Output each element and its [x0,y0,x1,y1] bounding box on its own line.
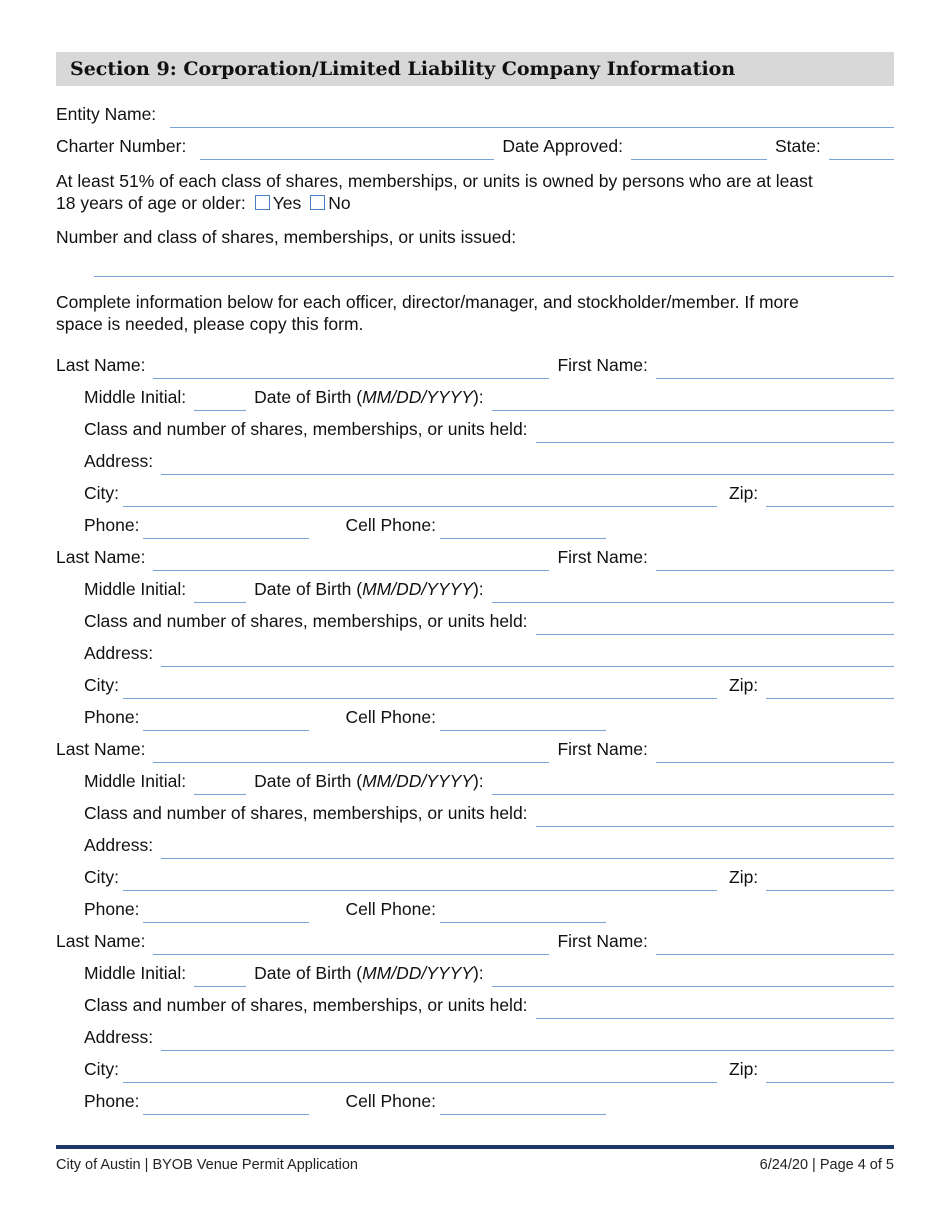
dob-format: MM/DD/YYYY [362,387,473,407]
person-block [56,347,894,539]
charter-number-field[interactable] [200,138,494,160]
middle-initial-label: Middle Initial: [84,771,187,791]
address-field[interactable] [161,837,894,859]
dob-format: MM/DD/YYYY [362,771,473,791]
city-label: City: [84,867,119,887]
ownership-text-line1: At least 51% of each class of shares, memberships, or units is owned by persons who are at least [56,171,813,191]
person-block [56,731,894,923]
middle-initial-label: Middle Initial: [84,963,187,983]
phone-label: Phone: [84,515,140,535]
form-page [56,52,894,1115]
yes-label: Yes [272,193,302,213]
dob-label [254,579,484,603]
cell-phone-label: Cell Phone: [345,515,436,535]
address-label: Address: [84,451,154,471]
dob-field[interactable] [492,389,894,411]
shares-issued-field[interactable] [94,262,894,277]
city-field[interactable] [123,677,717,699]
shares-held-row [56,603,894,635]
address-field[interactable] [161,645,894,667]
first-name-label: First Name: [557,355,648,375]
dob-field[interactable] [492,965,894,987]
dob-label [254,771,484,795]
phone-field[interactable] [143,709,309,731]
first-name-field[interactable] [656,741,894,763]
cell-phone-field[interactable] [440,1093,606,1115]
phone-row [56,891,894,923]
middle-initial-field[interactable] [194,389,246,411]
page-footer [56,1145,894,1173]
city-field[interactable] [123,485,717,507]
dob-prefix: Date of Birth ( [254,579,363,599]
address-row [56,827,894,859]
last-name-label: Last Name: [56,931,146,951]
first-name-label: First Name: [557,739,648,759]
name-row [56,923,894,955]
yes-checkbox[interactable] [255,195,270,210]
address-label: Address: [84,643,154,663]
entity-name-field[interactable] [170,106,894,128]
middle-initial-field[interactable] [194,773,246,795]
city-zip-row [56,1051,894,1083]
first-name-field[interactable] [656,933,894,955]
middle-initial-label: Middle Initial: [84,579,187,599]
person-block [56,923,894,1115]
entity-name-row [56,102,894,128]
footer-left: City of Austin | BYOB Venue Permit Application [56,1157,358,1173]
last-name-label: Last Name: [56,739,146,759]
shares-held-label: Class and number of shares, memberships, or units held: [84,611,528,631]
phone-row [56,1083,894,1115]
date-approved-label: Date Approved: [502,136,623,156]
shares-held-row [56,987,894,1019]
date-approved-field[interactable] [631,138,767,160]
address-field[interactable] [161,453,894,475]
phone-label: Phone: [84,707,140,727]
ownership-text-line2-row [56,192,894,214]
dob-suffix: ): [472,387,484,407]
address-row [56,1019,894,1051]
address-label: Address: [84,1027,154,1047]
first-name-field[interactable] [656,549,894,571]
phone-field[interactable] [143,1093,309,1115]
dob-suffix: ): [472,963,484,983]
zip-field[interactable] [766,1061,894,1083]
name-row [56,731,894,763]
dob-prefix: Date of Birth ( [254,387,363,407]
city-field[interactable] [123,869,717,891]
zip-field[interactable] [766,485,894,507]
city-label: City: [84,675,119,695]
state-field[interactable] [829,138,894,160]
middle-initial-field[interactable] [194,581,246,603]
city-zip-row [56,859,894,891]
state-label: State: [774,136,821,156]
city-zip-row [56,475,894,507]
first-name-label: First Name: [557,547,648,567]
section-title: Section 9: Corporation/Limited Liability Company Information [56,52,894,86]
cell-phone-label: Cell Phone: [345,707,436,727]
address-row [56,635,894,667]
shares-held-label: Class and number of shares, memberships, or units held: [84,995,528,1015]
dob-suffix: ): [472,771,484,791]
shares-held-field[interactable] [536,805,894,827]
shares-held-row [56,795,894,827]
cell-phone-label: Cell Phone: [345,899,436,919]
first-name-field[interactable] [656,357,894,379]
last-name-field[interactable] [153,549,549,571]
zip-label: Zip: [729,867,759,887]
last-name-label: Last Name: [56,547,146,567]
shares-held-label: Class and number of shares, memberships, or units held: [84,419,528,439]
dob-format: MM/DD/YYYY [362,579,473,599]
name-row [56,347,894,379]
charter-number-label: Charter Number: [56,136,187,156]
phone-field[interactable] [143,517,309,539]
footer-right: 6/24/20 | Page 4 of 5 [759,1157,894,1173]
middle-dob-row [56,955,894,987]
zip-field[interactable] [766,677,894,699]
middle-dob-row [56,379,894,411]
middle-initial-label: Middle Initial: [84,387,187,407]
address-field[interactable] [161,1029,894,1051]
last-name-field[interactable] [153,933,549,955]
cell-phone-field[interactable] [440,901,606,923]
phone-label: Phone: [84,1091,140,1111]
entity-name-label: Entity Name: [56,104,157,124]
city-label: City: [84,1059,119,1079]
last-name-label: Last Name: [56,355,146,375]
first-name-label: First Name: [557,931,648,951]
city-label: City: [84,483,119,503]
shares-held-field[interactable] [536,613,894,635]
no-label: No [328,193,351,213]
phone-row [56,507,894,539]
last-name-field[interactable] [153,357,549,379]
city-zip-row [56,667,894,699]
last-name-field[interactable] [153,741,549,763]
middle-dob-row [56,763,894,795]
zip-label: Zip: [729,1059,759,1079]
dob-prefix: Date of Birth ( [254,771,363,791]
shares-held-field[interactable] [536,421,894,443]
address-label: Address: [84,835,154,855]
person-blocks [56,347,894,1115]
city-field[interactable] [123,1061,717,1083]
dob-format: MM/DD/YYYY [362,963,473,983]
phone-field[interactable] [143,901,309,923]
dob-suffix: ): [472,579,484,599]
middle-dob-row [56,571,894,603]
name-row [56,539,894,571]
shares-held-row [56,411,894,443]
dob-label [254,387,484,411]
cell-phone-label: Cell Phone: [345,1091,436,1111]
phone-row [56,699,894,731]
zip-label: Zip: [729,483,759,503]
dob-field[interactable] [492,773,894,795]
shares-held-field[interactable] [536,997,894,1019]
person-block [56,539,894,731]
instructions [56,291,894,335]
middle-initial-field[interactable] [194,965,246,987]
phone-label: Phone: [84,899,140,919]
instructions-line1: Complete information below for each officer, director/manager, and stockholder/member. If more [56,292,799,312]
shares-held-label: Class and number of shares, memberships, or units held: [84,803,528,823]
zip-label: Zip: [729,675,759,695]
zip-field[interactable] [766,869,894,891]
charter-row [56,128,894,160]
cell-phone-field[interactable] [440,517,606,539]
dob-field[interactable] [492,581,894,603]
no-checkbox[interactable] [310,195,325,210]
ownership-text-line2: 18 years of age or older: [56,193,246,213]
address-row [56,443,894,475]
dob-prefix: Date of Birth ( [254,963,363,983]
dob-label [254,963,484,987]
cell-phone-field[interactable] [440,709,606,731]
instructions-line2: space is needed, please copy this form. [56,314,364,334]
shares-issued-label: Number and class of shares, memberships, or units issued: [56,227,517,247]
ownership-statement [56,170,894,214]
